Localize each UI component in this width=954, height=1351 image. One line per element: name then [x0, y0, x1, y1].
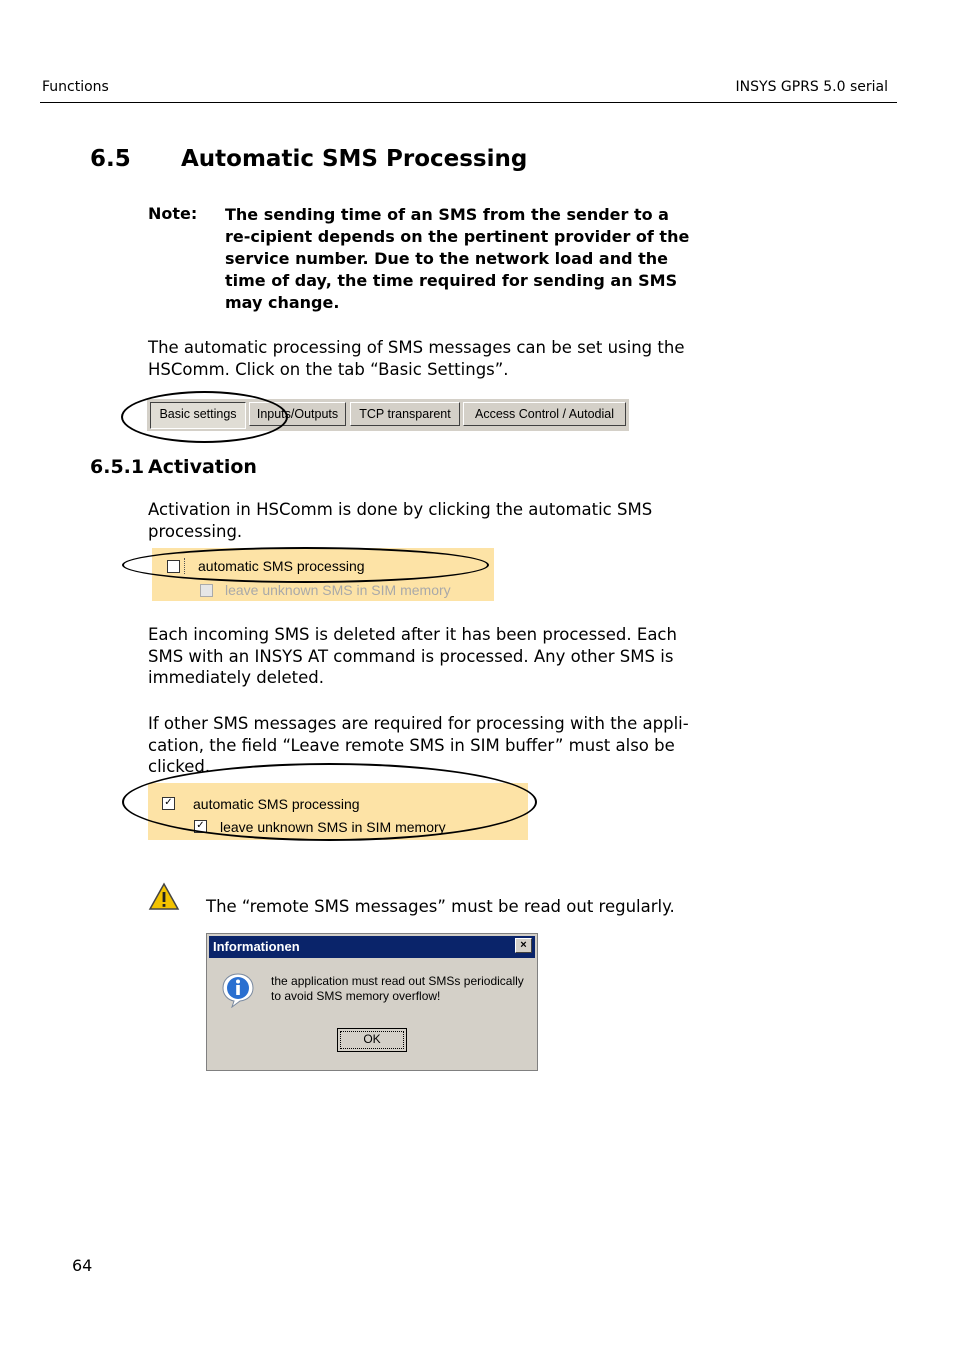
header-rule [40, 102, 897, 103]
highlight-ellipse-options [122, 763, 537, 841]
note-text: The sending time of an SMS from the sender to a re-cipient depends on the pertinent provider of the service number. Due to the network load and the time of day, the time required for sending an SMS may change. [225, 205, 690, 312]
header-right: INSYS GPRS 5.0 serial [735, 79, 888, 95]
dialog-title: Informationen [213, 939, 300, 954]
header-left: Functions [42, 79, 109, 95]
subsection-number: 6.5.1 [90, 456, 145, 478]
warning-icon [148, 882, 180, 912]
incoming-sms-paragraph: Each incoming SMS is deleted after it has been processed. Each SMS with an INSYS AT command is processed. Any other SMS is immediately deleted. [148, 625, 677, 687]
leave-sms-checkbox-checked[interactable]: ✓ [194, 820, 207, 833]
note-label: Note: [148, 204, 198, 223]
leave-sms-checkbox-disabled[interactable] [200, 584, 213, 597]
subsection-title: Activation [148, 456, 257, 478]
activation-paragraph: Activation in HSComm is done by clicking the automatic SMS processing. [148, 500, 653, 541]
intro-paragraph: The automatic processing of SMS messages can be set using the HSComm. Click on the tab “Basic Settings”. [148, 338, 685, 379]
leave-sms-label-disabled: leave unknown SMS in SIM memory [225, 582, 451, 598]
auto-sms-checkbox-checked[interactable]: ✓ [162, 797, 175, 810]
tab-access-control[interactable]: Access Control / Autodial [463, 402, 626, 426]
auto-sms-label: automatic SMS processing [193, 796, 360, 812]
section-number: 6.5 [90, 146, 131, 172]
auto-sms-label: automatic SMS processing [198, 558, 365, 574]
ok-button-label: OK [363, 1032, 381, 1046]
tab-tcp-transparent[interactable]: TCP transparent [350, 402, 460, 426]
highlight-ellipse-activation [122, 547, 489, 583]
info-dialog [206, 933, 538, 1071]
highlight-ellipse-tab [121, 391, 288, 443]
tab-basic-settings[interactable]: Basic settings [150, 402, 246, 429]
close-button[interactable]: × [515, 938, 532, 953]
info-icon [221, 972, 255, 1008]
warning-text: The “remote SMS messages” must be read out regularly. [206, 897, 675, 916]
leave-sms-label: leave unknown SMS in SIM memory [220, 819, 446, 835]
dialog-titlebar [209, 936, 535, 958]
section-title: Automatic SMS Processing [181, 146, 528, 172]
tab-inputs-outputs[interactable]: Inputs/Outputs [249, 402, 346, 426]
page-number: 64 [72, 1256, 93, 1275]
dialog-message: the application must read out SMSs periodically to avoid SMS memory overflow! [271, 974, 524, 1003]
ok-button[interactable] [337, 1028, 407, 1052]
other-sms-paragraph: If other SMS messages are required for processing with the appli-cation, the field “Leave remote SMS in SIM buffer” must also be clicked. [148, 714, 689, 776]
